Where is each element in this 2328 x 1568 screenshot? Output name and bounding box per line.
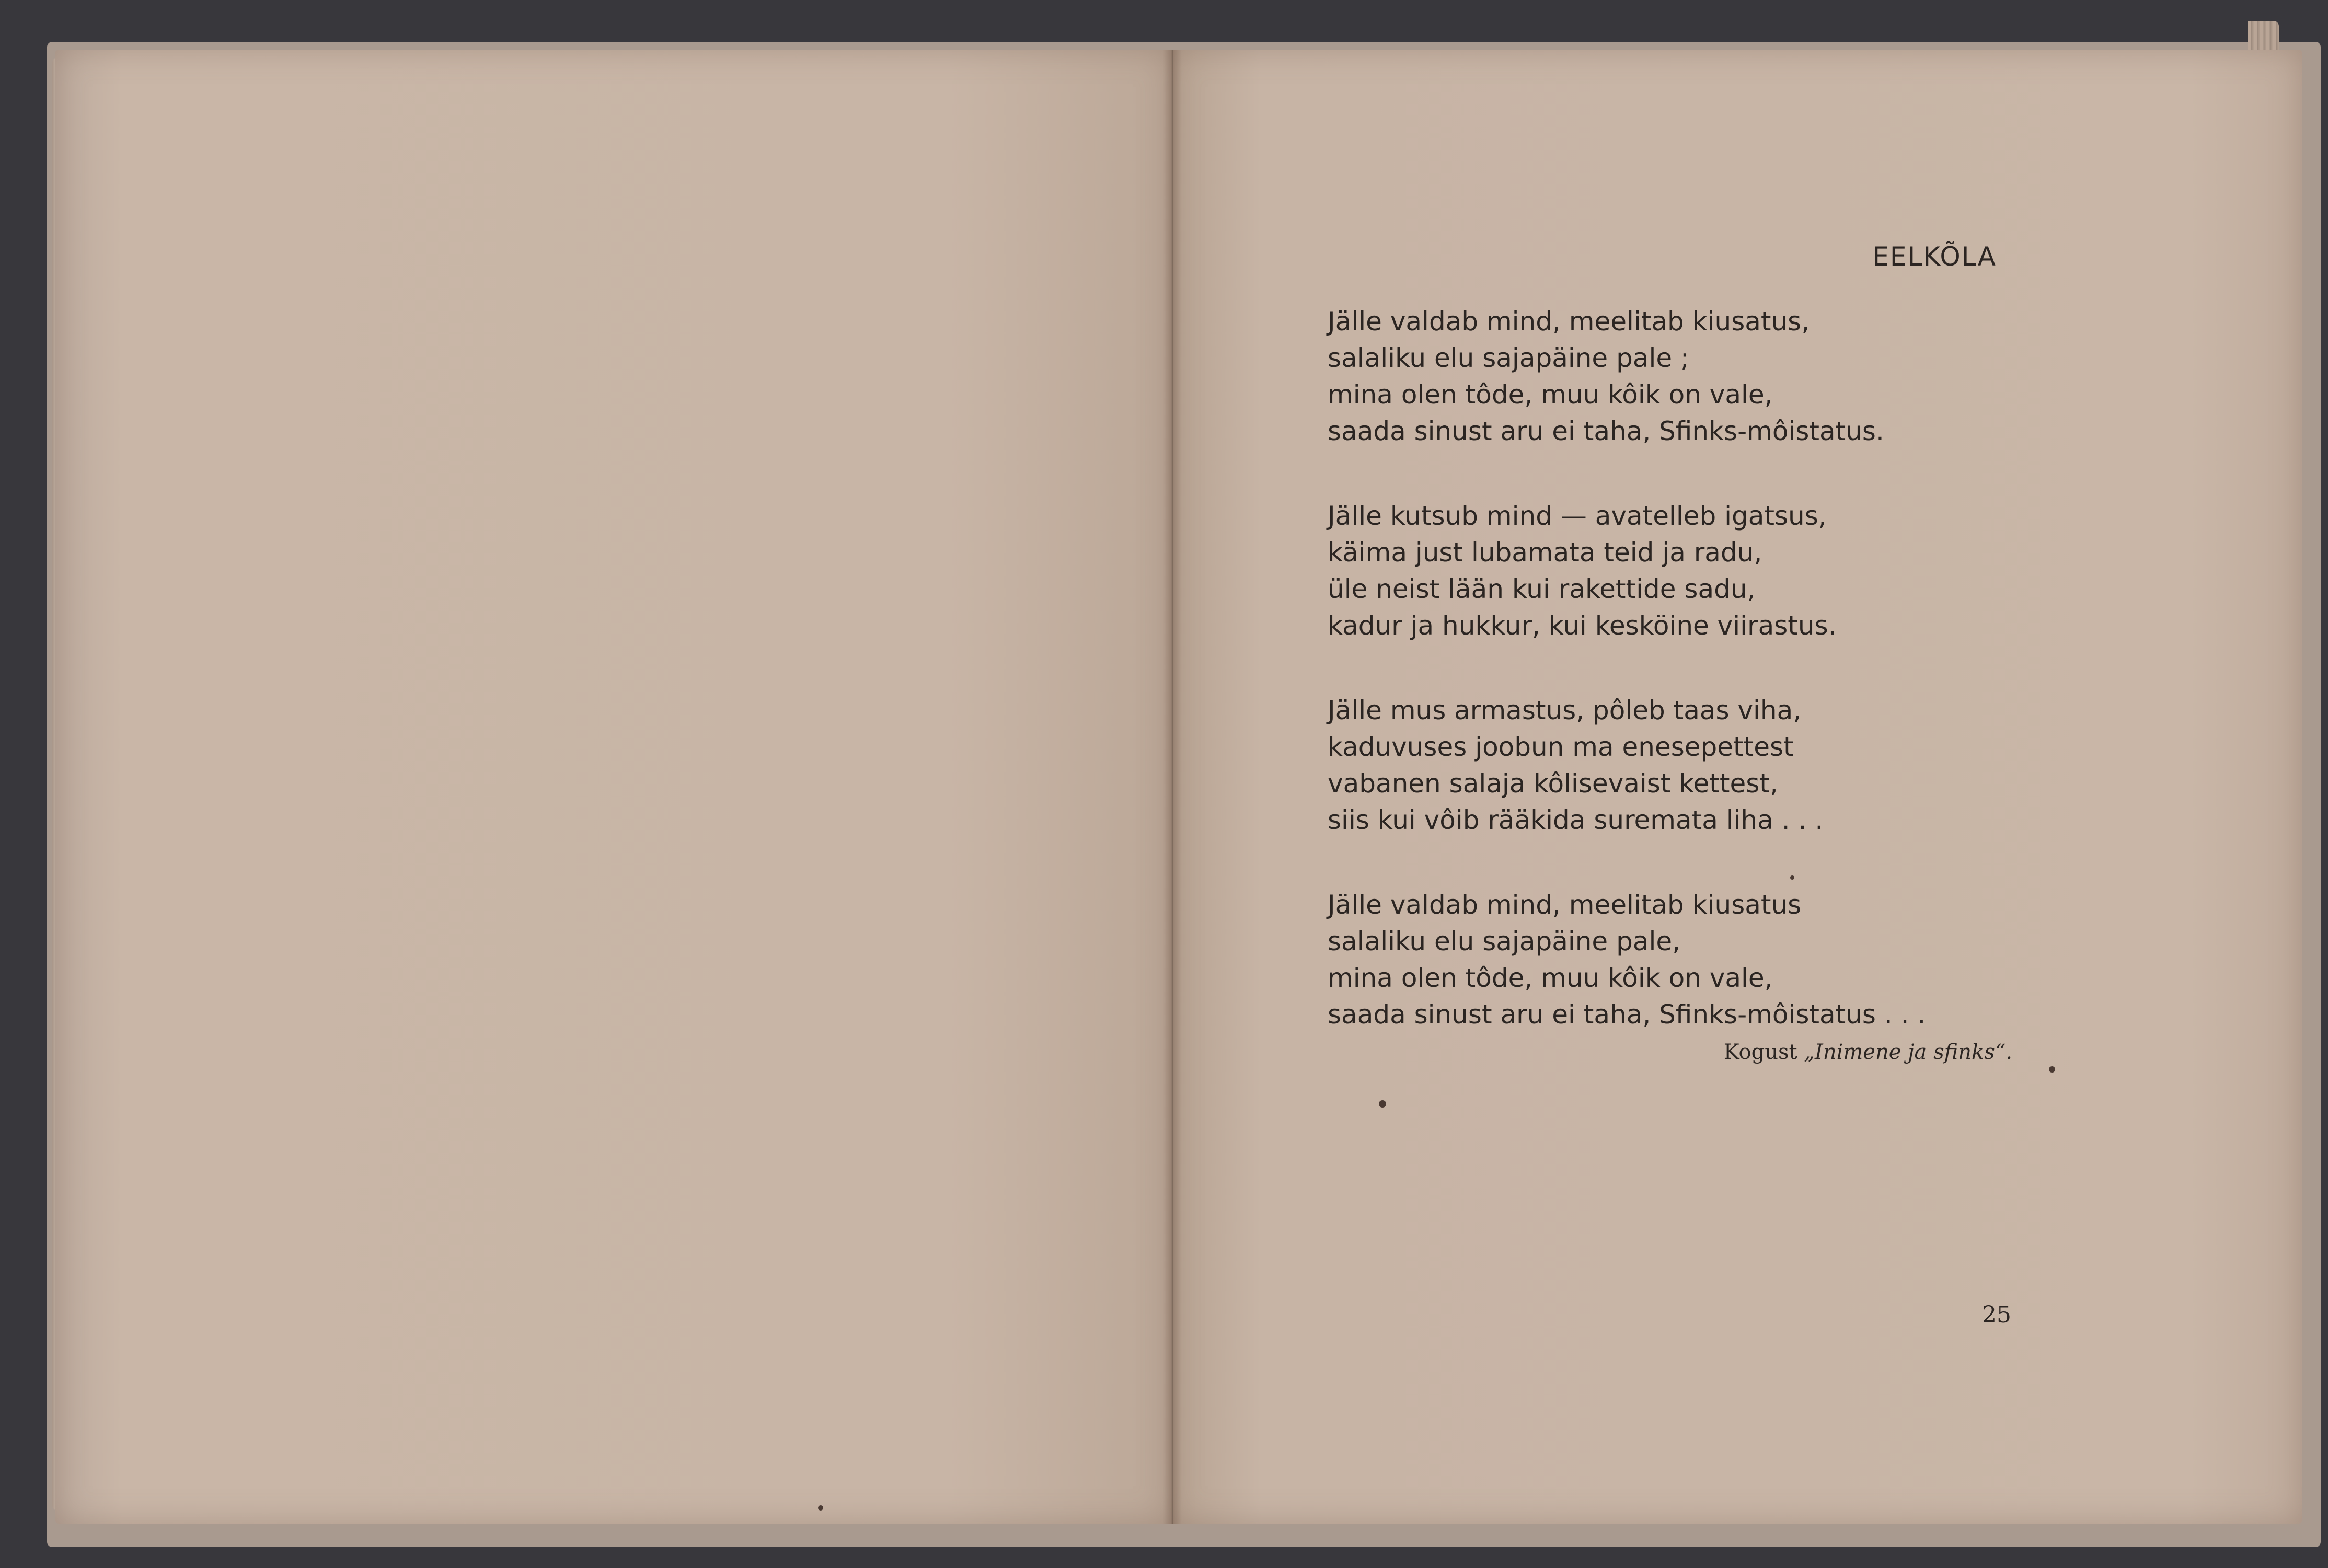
poem-line: salaliku elu sajapäine pale, xyxy=(1328,926,1680,956)
poem-line: saada sinust aru ei taha, Sfinks-môistatus. xyxy=(1328,416,1884,446)
poem-line: Jälle kutsub mind — avatelleb igatsus, xyxy=(1328,501,1827,531)
source-label: Kogust xyxy=(1723,1040,1804,1064)
left-page-blank xyxy=(55,50,1171,1524)
poem-line: käima just lubamata teid ja radu, xyxy=(1328,537,1762,568)
poem-line: kadur ja hukkur, kui kesköine viirastus. xyxy=(1328,610,1837,641)
poem-line: mina olen tôde, muu kôik on vale, xyxy=(1328,379,1773,410)
paper-speck xyxy=(1379,1100,1386,1108)
paper-speck xyxy=(1790,875,1794,880)
stanza-1 xyxy=(1328,303,2007,449)
source-work: „Inimene ja sfinks“. xyxy=(1804,1040,2012,1064)
stanza-2 xyxy=(1328,498,2007,644)
page-number: 25 xyxy=(1982,1301,2011,1328)
poem-line: kaduvuses joobun ma enesepettest xyxy=(1328,732,1794,762)
stanza-4 xyxy=(1328,886,2007,1033)
poem-line: siis kui vôib rääkida suremata liha . . . xyxy=(1328,805,1824,835)
poem-line: saada sinust aru ei taha, Sfinks-môistatus . . . xyxy=(1328,999,1926,1030)
book-gutter xyxy=(1163,50,1182,1524)
poem-line: üle neist lään kui rakettide sadu, xyxy=(1328,574,1756,604)
poem-line: mina olen tôde, muu kôik on vale, xyxy=(1328,963,1773,993)
poem-line: vabanen salaja kôlisevaist kettest, xyxy=(1328,768,1778,799)
poem-source xyxy=(1646,1040,2012,1064)
poem-line: Jälle mus armastus, pôleb taas viha, xyxy=(1328,695,1802,725)
paper-speck xyxy=(2049,1066,2055,1073)
poem-line: Jälle valdab mind, meelitab kiusatus, xyxy=(1328,306,1810,337)
stanza-3 xyxy=(1328,692,2007,838)
paper-speck xyxy=(818,1505,823,1511)
poem-line: salaliku elu sajapäine pale ; xyxy=(1328,343,1689,373)
poem-body xyxy=(1328,303,2007,1081)
poem-title: EELKÕLA xyxy=(1872,241,1997,272)
poem-line: Jälle valdab mind, meelitab kiusatus xyxy=(1328,890,1802,920)
